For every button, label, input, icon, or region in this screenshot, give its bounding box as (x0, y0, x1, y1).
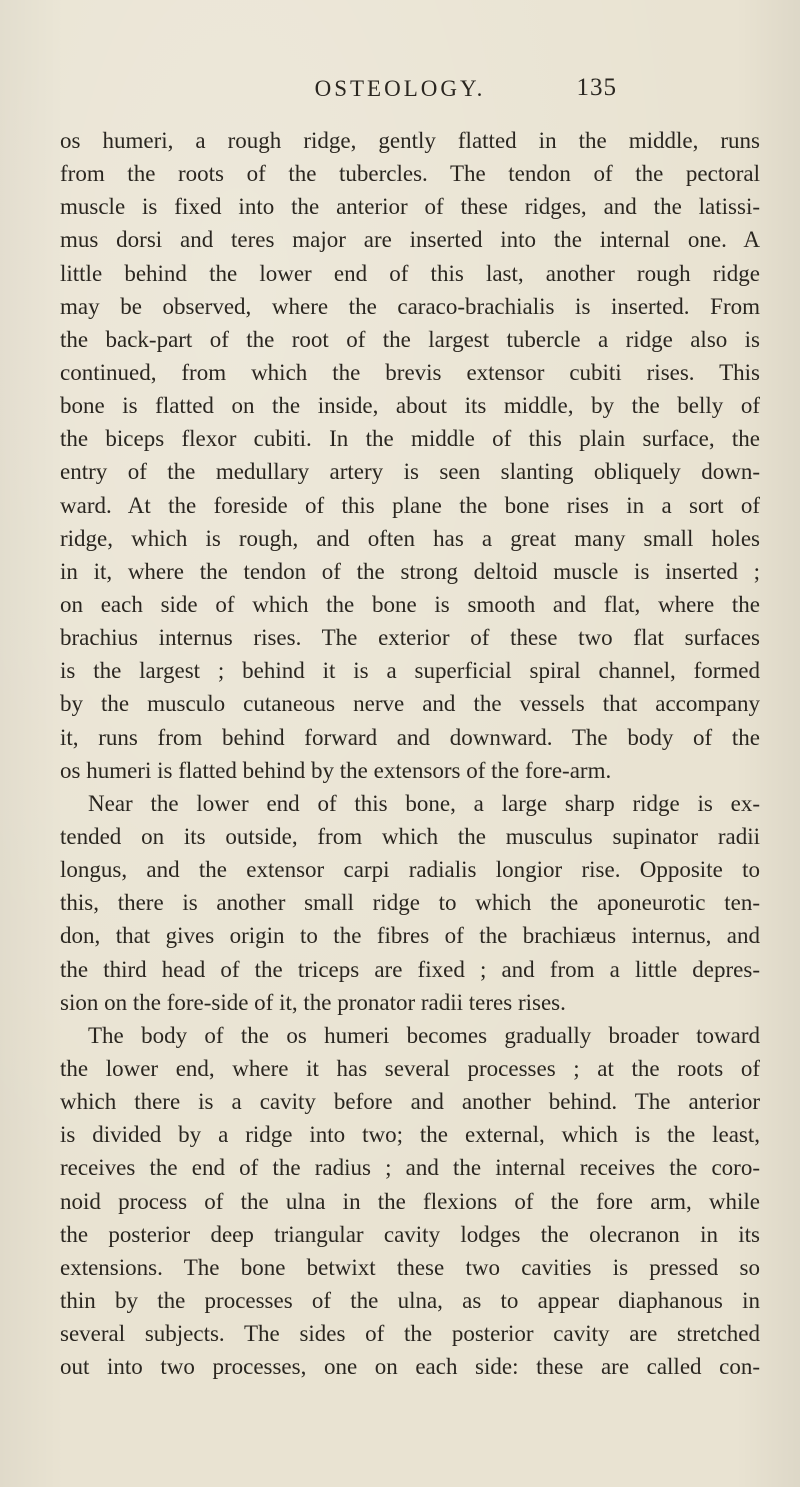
text-line: little behind the lower end of this last, another rough ridge (60, 260, 760, 286)
text-line: out into two processes, one on each side: these are called con- (60, 1354, 760, 1380)
text-line: mus dorsi and teres major are inserted into the internal one. A (60, 227, 760, 253)
text-line: brachius internus rises. The exterior of these two flat surfaces (60, 625, 760, 651)
text-line: it, runs from behind forward and downward. The body of the (60, 724, 760, 750)
text-line: Near the lower end of this bone, a large sharp ridge is ex- (88, 790, 760, 816)
text-line: don, that gives origin to the fibres of the brachiæus internus, and (60, 923, 760, 949)
text-line: The body of the os humeri becomes gradually broader toward (88, 1022, 760, 1048)
text-line: which there is a cavity before and another behind. The anterior (60, 1089, 760, 1115)
text-line: in it, where the tendon of the strong deltoid muscle is inserted ; (60, 558, 760, 584)
text-line: this, there is another small ridge to which the aponeurotic ten- (60, 890, 760, 916)
text-line: entry of the medullary artery is seen slanting obliquely down- (60, 459, 760, 485)
text-line: on each side of which the bone is smooth and flat, where the (60, 591, 760, 617)
text-line: longus, and the extensor carpi radialis longior rise. Opposite to (60, 857, 760, 883)
text-line: bone is flatted on the inside, about its middle, by the belly of (60, 393, 760, 419)
text-line: muscle is fixed into the anterior of these ridges, and the latissi- (60, 194, 760, 220)
text-line: thin by the processes of the ulna, as to appear diaphanous in (60, 1287, 760, 1313)
text-line: receives the end of the radius ; and the internal receives the coro- (60, 1155, 760, 1181)
text-line: the back-part of the root of the largest tubercle a ridge also is (60, 326, 760, 352)
text-line: continued, from which the brevis extensor cubiti rises. This (60, 359, 760, 385)
text-line: the lower end, where it has several processes ; at the roots of (60, 1055, 760, 1081)
text-line: several subjects. The sides of the posterior cavity are stretched (60, 1321, 760, 1347)
body-text (60, 124, 760, 1383)
text-line: the posterior deep triangular cavity lodges the olecranon in its (60, 1221, 760, 1247)
text-line: os humeri is flatted behind by the extensors of the fore-arm. (60, 757, 612, 783)
text-line: is the largest ; behind it is a superficial spiral channel, formed (60, 658, 760, 684)
page-number: 135 (576, 74, 617, 101)
text-line: os humeri, a rough ridge, gently flatted in the middle, runs (60, 128, 760, 153)
text-line: is divided by a ridge into two; the external, which is the least, (60, 1122, 760, 1148)
text-line: from the roots of the tubercles. The tendon of the pectoral (60, 161, 760, 187)
text-line: the biceps flexor cubiti. In the middle of this plain surface, the (60, 426, 760, 452)
text-line: may be observed, where the caraco-brachialis is inserted. From (60, 293, 760, 319)
text-line: by the musculo cutaneous nerve and the vessels that accompany (60, 691, 760, 717)
text-line: tended on its outside, from which the musculus supinator radii (60, 823, 760, 849)
text-line: extensions. The bone betwixt these two cavities is pressed so (60, 1254, 760, 1280)
text-line: ward. At the foreside of this plane the bone rises in a sort of (60, 492, 760, 518)
text-line: ridge, which is rough, and often has a great many small holes (60, 525, 760, 551)
page-header (0, 68, 800, 108)
text-line: sion on the fore-side of it, the pronator radii teres rises. (60, 989, 566, 1015)
text-line: noid process of the ulna in the flexions of the fore arm, while (60, 1188, 760, 1214)
text-line: the third head of the triceps are fixed ; and from a little depres- (60, 956, 760, 982)
running-head: OSTEOLOGY. (314, 76, 486, 101)
